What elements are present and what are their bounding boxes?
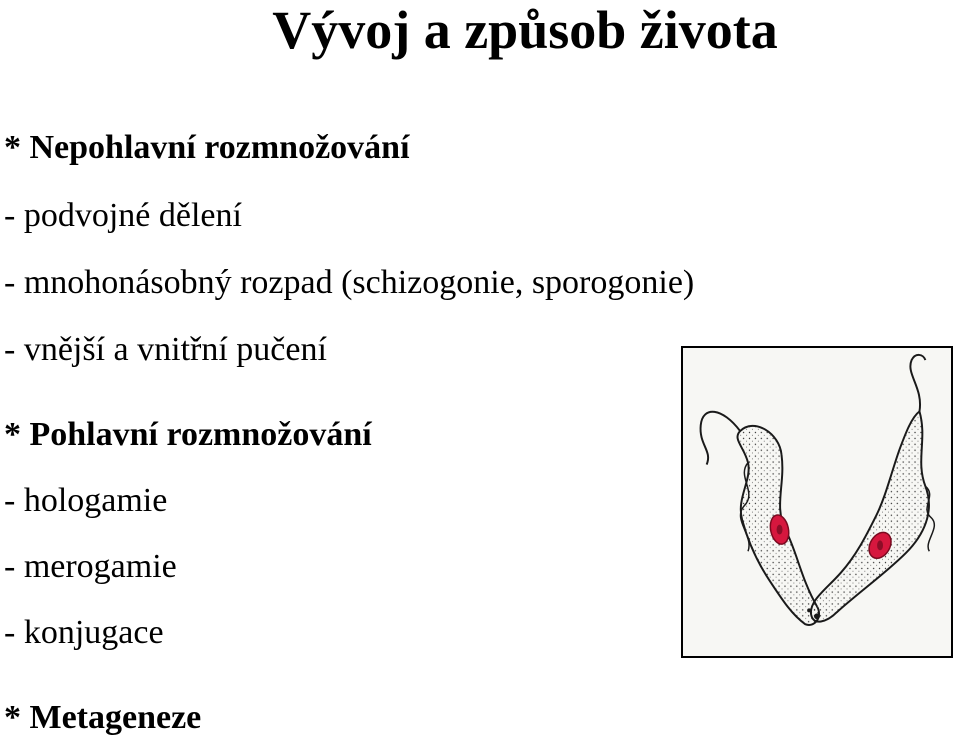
- protozoa-illustration: [681, 346, 953, 658]
- slide-title: Vývoj a způsob života: [272, 0, 778, 60]
- section-heading-metagenesis: * Metageneze: [4, 699, 202, 736]
- section-heading-asexual: * Nepohlavní rozmnožování: [4, 129, 410, 166]
- flagellum-right: [910, 355, 925, 411]
- list-item: - merogamie: [4, 548, 177, 585]
- trypanosome-drawing: [683, 348, 951, 656]
- section-heading-sexual: * Pohlavní rozmnožování: [4, 416, 372, 453]
- list-item: - mnohonásobný rozpad (schizogonie, sporogonie): [4, 264, 695, 301]
- list-item: - podvojné dělení: [4, 197, 242, 234]
- list-item: - konjugace: [4, 614, 164, 651]
- list-item: - vnější a vnitřní pučení: [4, 331, 327, 368]
- cell-body-right: [811, 411, 929, 621]
- list-item: - hologamie: [4, 482, 168, 519]
- flagellum-left: [701, 412, 741, 465]
